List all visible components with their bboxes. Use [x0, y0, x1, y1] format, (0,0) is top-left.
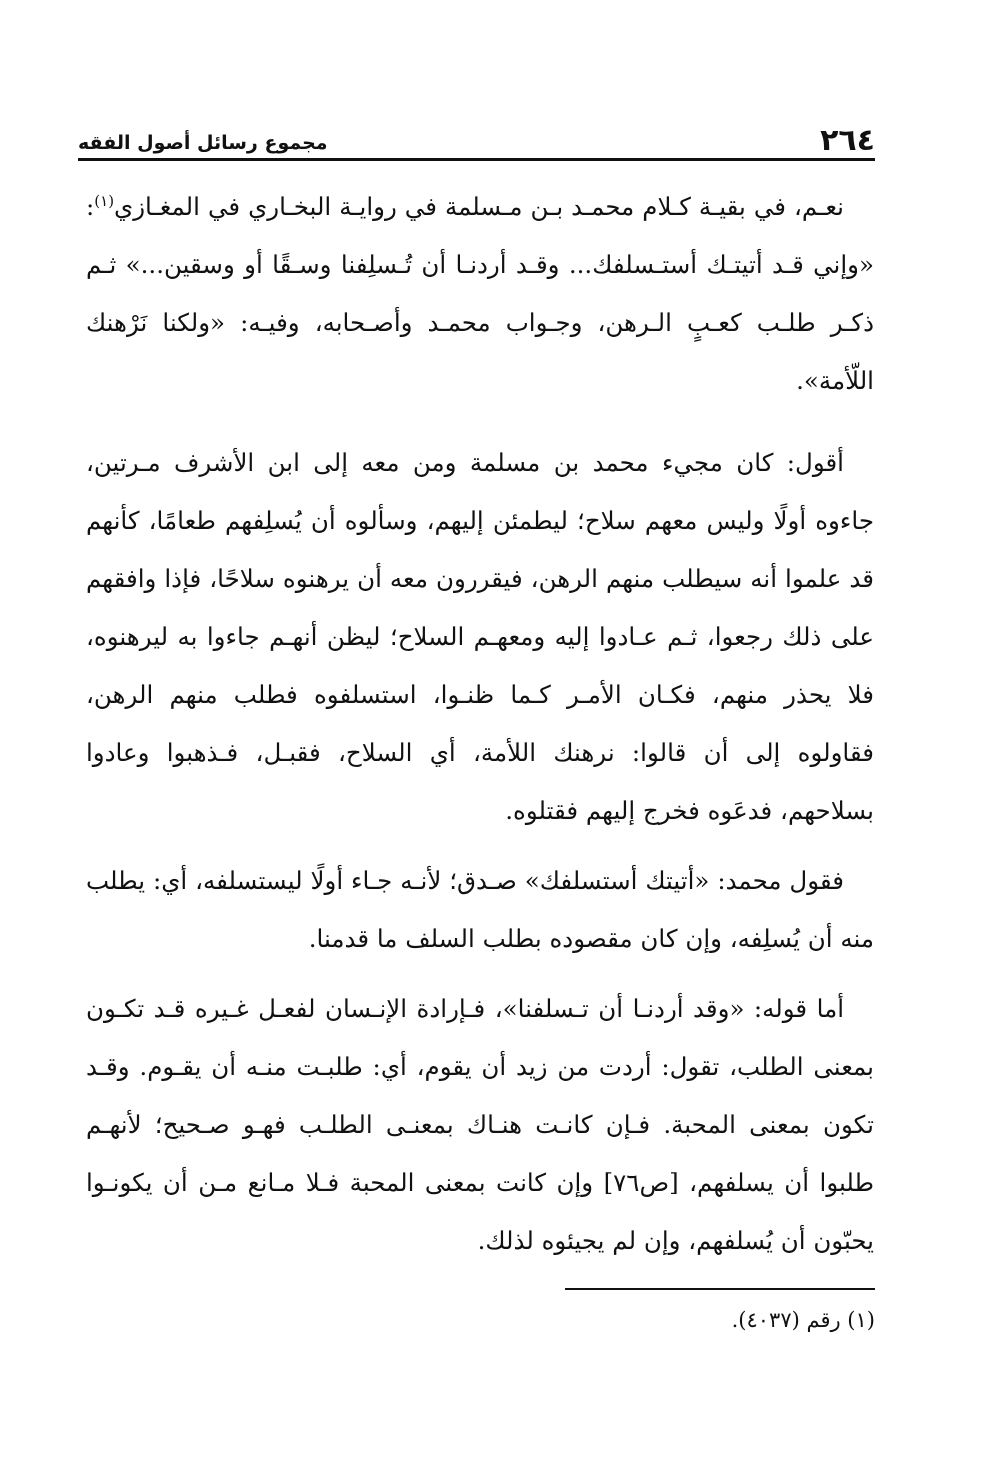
- body-text: [86, 178, 874, 1270]
- paragraph-1-text-before: نعـم، في بقيـة كـلام محمـد بـن مـسلمة في روايـة البخـاري في المغـازي: [114, 192, 844, 221]
- footnote-rule: [565, 1288, 875, 1290]
- paragraph-3: فقول محمد: «أتيتك أستسلفك» صـدق؛ لأنـه جـاء أولًا ليستسلفه، أي: يطلب منه أن يُسلِفه، وإن كان مقصوده بطلب السلف ما قدمنا.: [86, 866, 874, 953]
- footnote-marker: (١): [94, 191, 115, 210]
- header-rule: [78, 158, 875, 161]
- paragraph-2: أقول: كان مجيء محمد بن مسلمة ومن معه إلى ابن الأشرف مـرتين، جاءوه أولًا وليس معهم سلاح؛ ليطمئن إليهم، وسألوه أن يُسلِفهم طعامًا، كأنهم قد علموا أنه سيطلب منهم الرهن، فيقررون معه أن يرهنوه سلاحًا، فإذا وافقهم على ذلك رجعوا، ثـم عـادوا إليه ومعهـم السلاح؛ ليظن أنهـم جاءوا به ليرهنوه، فلا يحذر منهم، فكـان الأمـر كـما ظنـوا، استسلفوه فطلب منهم الرهن، فقاولوه إلى أن قالوا: نرهنك اللأمة، أي السلاح، فقبـل، فـذهبوا وعادوا بسلاحهم، فدعَوه فخرج إليهم فقتلوه.: [86, 448, 874, 825]
- paragraph-4: أما قوله: «وقد أردنـا أن تـسلفنا»، فـإرادة الإنـسان لفعـل غـيره قـد تكـون بمعنى الطلب، تقول: أردت من زيد أن يقوم، أي: طلبـت منـه أن يقـوم. وقـد تكون بمعنى المحبة. فـإن كانـت هنـاك بمعنـى الطلـب فهـو صـحيح؛ لأنهـم طلبوا أن يسلفهم، [ص٧٦] وإن كانت بمعنى المحبة فـلا مـانع مـن أن يكونـوا يحبّون أن يُسلفهم، وإن لم يجيئوه لذلك.: [86, 994, 874, 1255]
- page-number: ٢٦٤: [820, 123, 875, 158]
- paragraph-1: [86, 178, 874, 410]
- page-header: [78, 118, 875, 158]
- footnote: (١) رقم (٤٠٣٧).: [731, 1308, 875, 1332]
- paragraph-1-text-after: : «وإني قـد أتيتـك أستـسلفك... وقـد أردنـا أن تُـسلِفنا وسـقًا أو وسقين...» ثـم ذكـر طلـب كعـبٍ الـرهن، وجـواب محمـد وأصـحابه، وفيـه: «ولكنا نَرْهنك اللّأمة».: [86, 192, 874, 395]
- running-title: مجموع رسائل أصول الفقه: [78, 132, 328, 154]
